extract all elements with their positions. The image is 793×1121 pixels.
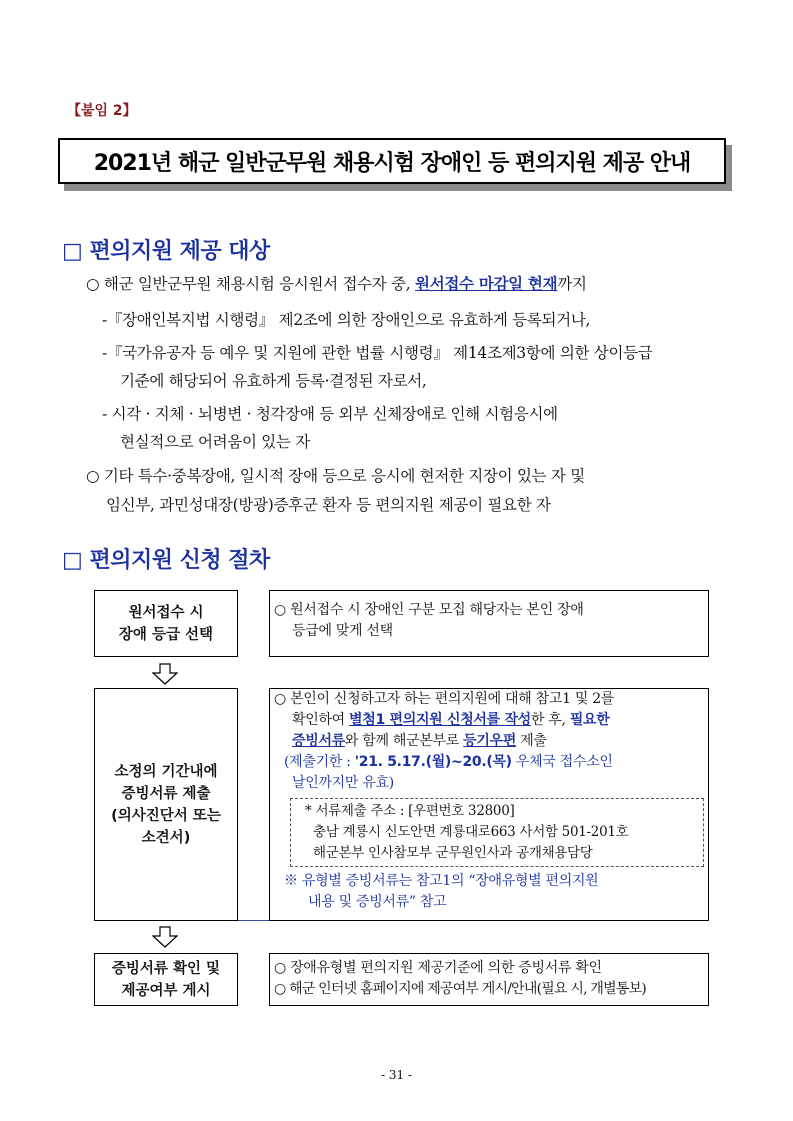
- step1-text-line2: 등급에 맞게 선택: [292, 623, 393, 639]
- note-line2: 내용 및 증빙서류” 참고: [308, 894, 447, 910]
- step2-line4: [274, 752, 708, 773]
- section1-heading: □ 편의지원 제공 대상: [62, 239, 270, 264]
- section1-line2: -『장애인복지법 시행령』 제2조에 의한 장애인으로 유효하게 등록되거나,: [102, 311, 591, 329]
- line1-prefix: ○ 해군 일반군무원 채용시험 응시원서 접수자 중,: [86, 275, 416, 293]
- t4c: 우체국 접수소인: [511, 754, 613, 770]
- step3-text-line2: ○ 해군 인터넷 홈페이지에 제공여부 게시/안내(필요 시, 개별통보): [274, 981, 646, 997]
- down-arrow-icon: [152, 926, 178, 948]
- step2-label-line4: 소견서): [141, 829, 191, 846]
- step2-line3: [274, 731, 708, 752]
- title-box: [58, 138, 726, 184]
- step1-text-box: [269, 590, 709, 657]
- documents-highlight: 증빙서류: [292, 733, 345, 749]
- section1-line3: -『국가유공자 등 예우 및 지원에 관한 법률 시행령』 제14조제3항에 의한 상이등급: [102, 344, 653, 362]
- step2-text-box: [269, 688, 709, 921]
- connector-line: [238, 920, 269, 921]
- step3-text-line1: ○ 장애유형별 편의지원 제공기준에 의한 증빙서류 확인: [274, 960, 602, 976]
- section1-line8: 임신부, 과민성대장(방광)증후군 환자 등 편의지원 제공이 필요한 자: [106, 496, 551, 514]
- address-line1: * 서류제출 주소 : [우편번호 32800]: [305, 803, 515, 819]
- step3-label-box: [94, 953, 238, 1006]
- registered-mail-highlight: 등기우편: [463, 733, 517, 749]
- section1-line4: 기준에 해당되어 유효하게 등록·결정된 자로서,: [120, 372, 427, 390]
- address-line3: 해군본부 인사참모부 군무원인사과 공개채용담당: [313, 845, 593, 861]
- step3-label-line1: 증빙서류 확인 및: [111, 960, 221, 977]
- step1-label-line2: 장애 등급 선택: [118, 626, 214, 643]
- step3-text-box: [269, 953, 709, 1006]
- step1-text-line1: ○ 원서접수 시 장애인 구분 모집 해당자는 본인 장애: [274, 602, 584, 618]
- step2-label-line3: (의사진단서 또는: [111, 807, 221, 824]
- attachment-tag: 【붙임 2】: [67, 103, 137, 119]
- deadline-highlight: 원서접수 마감일 현재: [415, 275, 558, 293]
- note-line1: ※ 유형별 증빙서류는 참고1의 “장애유형별 편의지원: [284, 873, 599, 889]
- address-box: [290, 798, 704, 867]
- t3b: 와 함께 해군본부로: [344, 733, 464, 749]
- application-form-highlight: 별첨1 편의지원 신청서를 작성: [349, 712, 531, 728]
- page-number: - 31 -: [380, 1068, 412, 1082]
- section1-line6: 현실적으로 어려움이 있는 자: [120, 433, 310, 451]
- section2-heading: □ 편의지원 신청 절차: [62, 548, 270, 573]
- t3d: 제출: [516, 733, 547, 749]
- section1-line5: - 시각 · 지체 · 뇌병변 · 청각장애 등 외부 신체장애로 인해 시험응시에: [102, 405, 558, 423]
- step2-label-line1: 소정의 기간내에: [114, 763, 218, 780]
- t4a: (제출기한 :: [284, 754, 355, 770]
- step2-label-line2: 증빙서류 제출: [121, 785, 211, 802]
- address-line2: 충남 계룡시 신도안면 계룡대로663 사서함 501-201호: [313, 824, 629, 840]
- step2-label-box: [94, 688, 238, 921]
- deadline-dates: '21. 5.17.(월)~20.(목): [354, 754, 512, 770]
- section1-line7: ○ 기타 특수·중복장애, 일시적 장애 등으로 응시에 현저한 지장이 있는 자 및: [86, 467, 585, 485]
- step1-label-line1: 원서접수 시: [128, 604, 204, 621]
- t2c: 한 후,: [530, 712, 570, 728]
- section1-line1: [86, 272, 587, 294]
- line1-suffix: 까지: [557, 275, 587, 293]
- step2-line2: [274, 710, 708, 731]
- t2d: 필요한: [569, 712, 610, 728]
- step3-label-line2: 제공여부 게시: [121, 982, 211, 999]
- page-title: 2021년 해군 일반군무원 채용시험 장애인 등 편의지원 제공 안내: [93, 150, 691, 176]
- t2a: 확인하여: [292, 712, 350, 728]
- step2-line1: ○ 본인이 신청하고자 하는 편의지원에 대해 참고1 및 2를: [274, 691, 615, 707]
- step2-line5: 날인까지만 유효): [292, 775, 394, 791]
- down-arrow-icon: [152, 663, 178, 685]
- step1-label-box: [94, 590, 238, 657]
